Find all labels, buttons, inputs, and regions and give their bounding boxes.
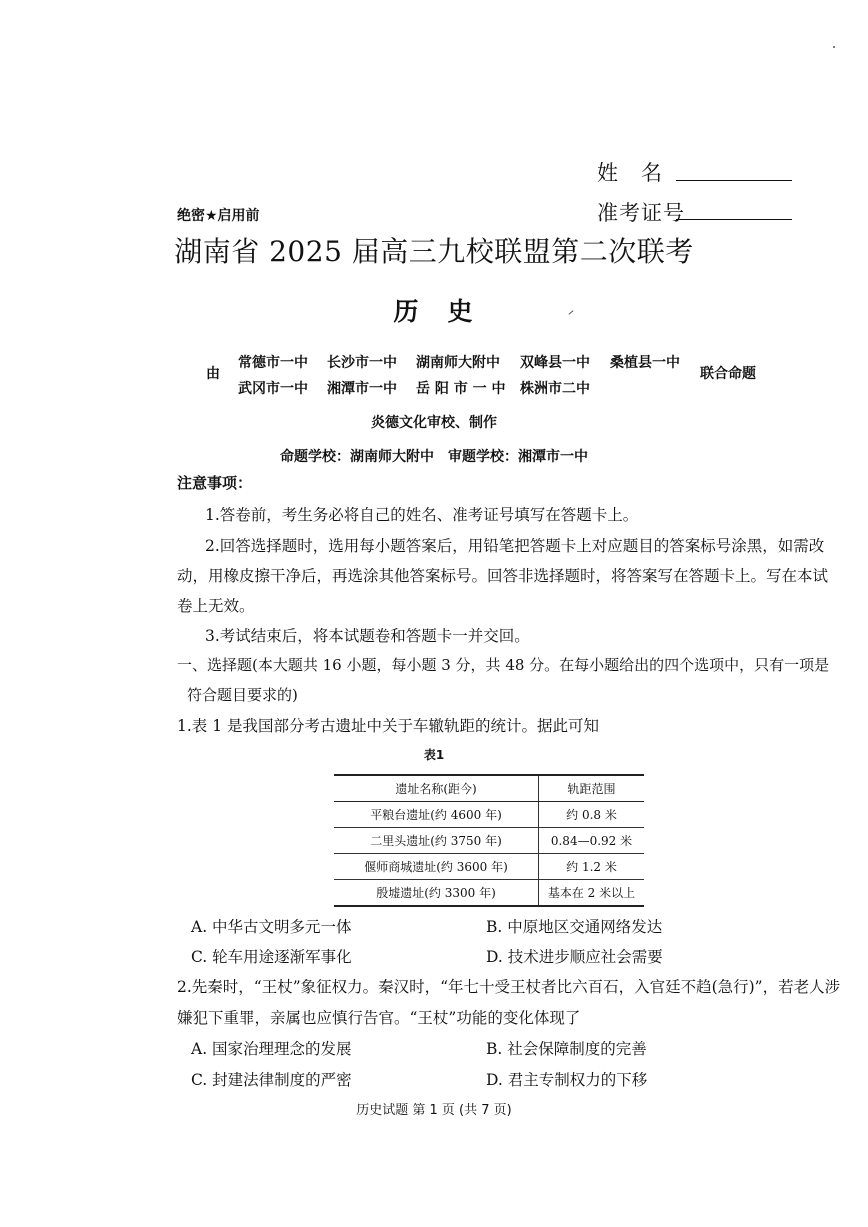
table-cell: 约 0.8 米 (539, 802, 645, 828)
table-row (334, 828, 644, 854)
notice-item-2-line-2: 动，用橡皮擦干净后，再选涂其他答案标号。回答非选择题时，将答案写在答题卡上。写在本试 (177, 567, 829, 585)
q2-option-a: A. 国家治理理念的发展 (191, 1040, 352, 1058)
table-caption: 表1 (423, 748, 445, 762)
table-cell: 二里头遗址(约 3750 年) (334, 828, 539, 854)
subject-title: 历 史 (393, 297, 475, 326)
table-row (334, 880, 644, 907)
table-header-cell: 轨距范围 (539, 775, 645, 802)
track-gauge-table (334, 774, 644, 907)
setter-line: 命题学校：湖南师大附中 审题学校：湘潭市一中 (280, 449, 588, 465)
table-row (334, 854, 644, 880)
school-name: 双峰县一中 (520, 355, 590, 371)
table-header-cell: 遗址名称(距今) (334, 775, 539, 802)
question-2-stem-line-2: 嫌犯下重罪，亲属也应慎行告官。“王杖”功能的变化体现了 (177, 1009, 581, 1027)
confidential-mark: 绝密★启用前 (177, 208, 260, 224)
exam-title: 湖南省 2025 届高三九校联盟第二次联考 (174, 235, 694, 268)
name-field[interactable] (676, 180, 792, 181)
notice-item-3: 3.考试结束后，将本试题卷和答题卡一并交回。 (205, 627, 530, 645)
exam-id-label: 准考证号 (597, 201, 685, 225)
school-name: 湖南师大附中 (416, 355, 500, 371)
q1-option-a: A. 中华古文明多元一体 (191, 918, 352, 936)
table-cell: 基本在 2 米以上 (539, 880, 645, 907)
section-heading-line-1: 一、选择题(本大题共 16 小题，每小题 3 分，共 48 分。在每小题给出的四个选项中，只有一项是 (177, 656, 830, 674)
table-cell: 殷墟遗址(约 3300 年) (334, 880, 539, 907)
question-1-stem: 1.表 1 是我国部分考古遗址中关于车辙轨距的统计。据此可知 (177, 717, 600, 735)
school-name: 长沙市一中 (327, 355, 397, 371)
q2-option-c: C. 封建法律制度的严密 (191, 1071, 352, 1089)
q1-option-d: D. 技术进步顺应社会需要 (486, 948, 663, 966)
school-name: 湘潭市一中 (327, 381, 397, 397)
table-header-row (334, 775, 644, 802)
table-cell: 约 1.2 米 (539, 854, 645, 880)
exam-id-field[interactable] (676, 219, 792, 220)
question-2-stem-line-1: 2.先秦时，“王杖”象征权力。秦汉时，“年七十受王杖者比六百石，入官廷不趋(急行)”，若老人涉 (177, 978, 841, 996)
table-cell: 0.84—0.92 米 (539, 828, 645, 854)
school-name: 武冈市一中 (238, 381, 308, 397)
schools-prefix: 由 (206, 366, 220, 382)
q1-option-b: B. 中原地区交通网络发达 (486, 918, 663, 936)
notice-heading: 注意事项： (177, 474, 253, 492)
school-name: 株洲市二中 (520, 381, 590, 397)
q1-option-c: C. 轮车用途逐渐军事化 (191, 948, 352, 966)
school-name: 岳 阳 市 一 中 (416, 381, 506, 397)
name-label: 姓 名 (597, 161, 663, 185)
notice-item-1: 1.答卷前，考生务必将自己的姓名、准考证号填写在答题卡上。 (205, 506, 639, 524)
school-name: 常德市一中 (238, 355, 308, 371)
section-heading-line-2: 符合题目要求的) (187, 686, 298, 704)
page-footer: 历史试题 第 1 页 (共 7 页) (356, 1103, 512, 1118)
producer-line: 炎德文化审校、制作 (371, 415, 497, 431)
notice-item-2-line-1: 2.回答选择题时，选用每小题答案后，用铅笔把答题卡上对应题目的答案标号涂黑，如需改 (205, 537, 825, 555)
table-row (334, 802, 644, 828)
school-name: 桑植县一中 (610, 355, 680, 371)
q2-option-d: D. 君主专制权力的下移 (486, 1071, 648, 1089)
notice-item-2-line-3: 卷上无效。 (177, 597, 255, 615)
table-cell: 平粮台遗址(约 4600 年) (334, 802, 539, 828)
scan-speck (833, 46, 835, 48)
schools-suffix: 联合命题 (700, 366, 756, 382)
q2-option-b: B. 社会保障制度的完善 (486, 1040, 647, 1058)
table-cell: 偃师商城遗址(约 3600 年) (334, 854, 539, 880)
